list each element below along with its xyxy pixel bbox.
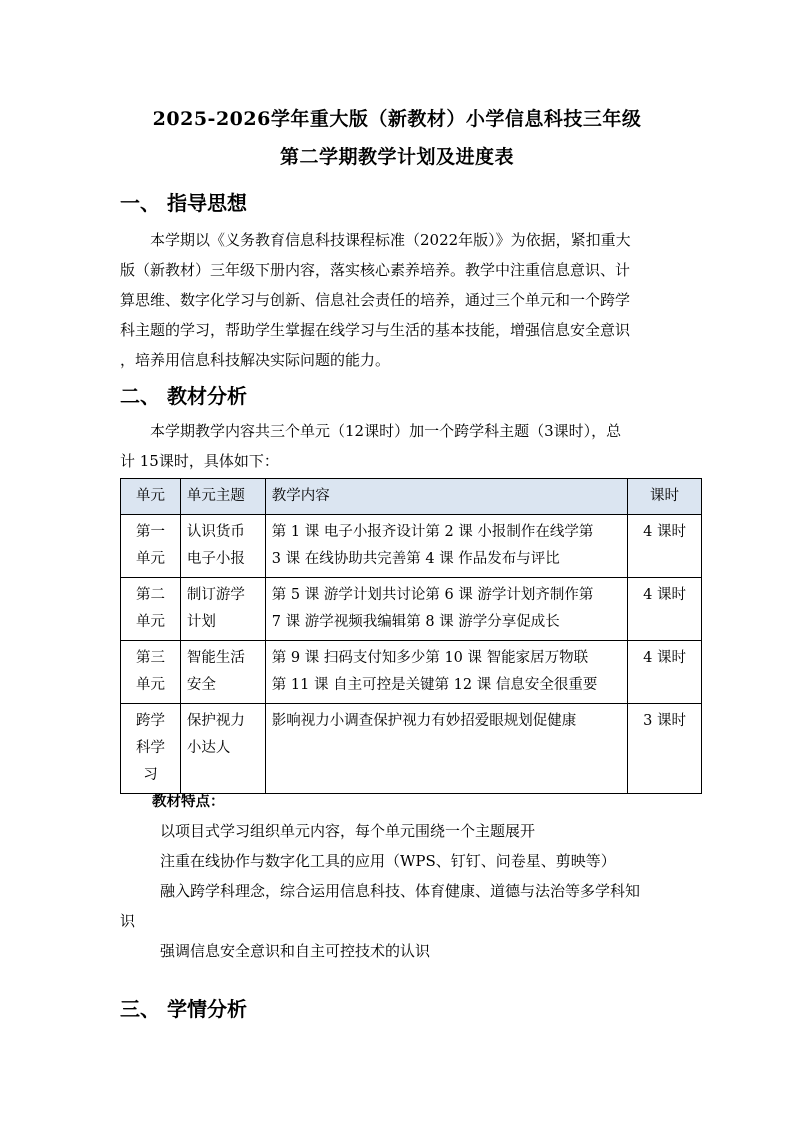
section-heading-guiding: 一、 指导思想 [120, 191, 247, 215]
guiding-paragraph [120, 225, 678, 375]
header-unit: 单元 [121, 479, 181, 515]
table-row [121, 641, 702, 704]
cell-content: 影响视力小调查保护视力有妙招爱眼规划促健康 [265, 704, 627, 794]
guiding-line: ，培养用信息科技解决实际问题的能力。 [120, 351, 391, 369]
analysis-line: 计 15课时，具体如下： [120, 452, 279, 470]
guiding-line: 本学期以《义务教育信息科技课程标准（2022年版）》为依据，紧扣重大 [150, 231, 631, 249]
table-header-row [121, 479, 702, 515]
guiding-line: 科主题的学习，帮助学生掌握在线学习与生活的基本技能，增强信息安全意识 [120, 321, 631, 339]
section-heading-students: 三、 学情分析 [120, 997, 247, 1021]
table-row [121, 578, 702, 641]
analysis-line: 本学期教学内容共三个单元（12课时）加一个跨学科主题（3课时），总 [150, 422, 622, 440]
schedule-table [120, 478, 702, 794]
cell-theme: 认识货币 电子小报 [180, 515, 265, 578]
cell-theme: 智能生活 安全 [180, 641, 265, 704]
guiding-line: 版（新教材）三年级下册内容，落实核心素养培养。教学中注重信息意识、计 [120, 261, 631, 279]
features-title: 教材特点： [152, 793, 225, 810]
document-title-line-2: 第二学期教学计划及进度表 [279, 146, 514, 168]
cell-hours: 4 课时 [628, 641, 702, 704]
guiding-line: 算思维、数字化学习与创新、信息社会责任的培养，通过三个单元和一个跨学 [120, 291, 631, 309]
cell-content: 第 9 课 扫码支付知多少第 10 课 智能家居万物联 第 11 课 自主可控是关键第 12 课 信息安全很重要 [265, 641, 627, 704]
header-hours: 课时 [628, 479, 702, 515]
cell-theme: 保护视力 小达人 [180, 704, 265, 794]
cell-hours: 3 课时 [628, 704, 702, 794]
feature-item: 强调信息安全意识和自主可控技术的认识 [160, 942, 431, 960]
feature-item: 注重在线协作与数字化工具的应用（WPS、钉钉、问卷星、剪映等） [160, 852, 616, 870]
header-content: 教学内容 [265, 479, 627, 515]
cell-theme: 制订游学 计划 [180, 578, 265, 641]
features-list [120, 816, 680, 966]
cell-content: 第 5 课 游学计划共讨论第 6 课 游学计划齐制作第 7 课 游学视频我编辑第 8 课 游学分享促成长 [265, 578, 627, 641]
cell-unit: 第三 单元 [121, 641, 181, 704]
cell-unit: 第一 单元 [121, 515, 181, 578]
section-heading-analysis: 二、 教材分析 [120, 384, 247, 408]
document-title-line-1: 2025-2026学年重大版（新教材）小学信息科技三年级 [152, 108, 642, 130]
feature-item: 融入跨学科理念，综合运用信息科技、体育健康、道德与法治等多学科知 [160, 882, 641, 900]
header-theme: 单元主题 [180, 479, 265, 515]
cell-unit: 跨学 科学 习 [121, 704, 181, 794]
feature-item-continuation: 识 [120, 912, 136, 930]
analysis-paragraph [120, 416, 678, 476]
table-row [121, 515, 702, 578]
cell-unit: 第二 单元 [121, 578, 181, 641]
cell-content: 第 1 课 电子小报齐设计第 2 课 小报制作在线学第 3 课 在线协助共完善第 4 课 作品发布与评比 [265, 515, 627, 578]
table-row [121, 704, 702, 794]
cell-hours: 4 课时 [628, 515, 702, 578]
cell-hours: 4 课时 [628, 578, 702, 641]
feature-item: 以项目式学习组织单元内容，每个单元围绕一个主题展开 [160, 822, 536, 840]
